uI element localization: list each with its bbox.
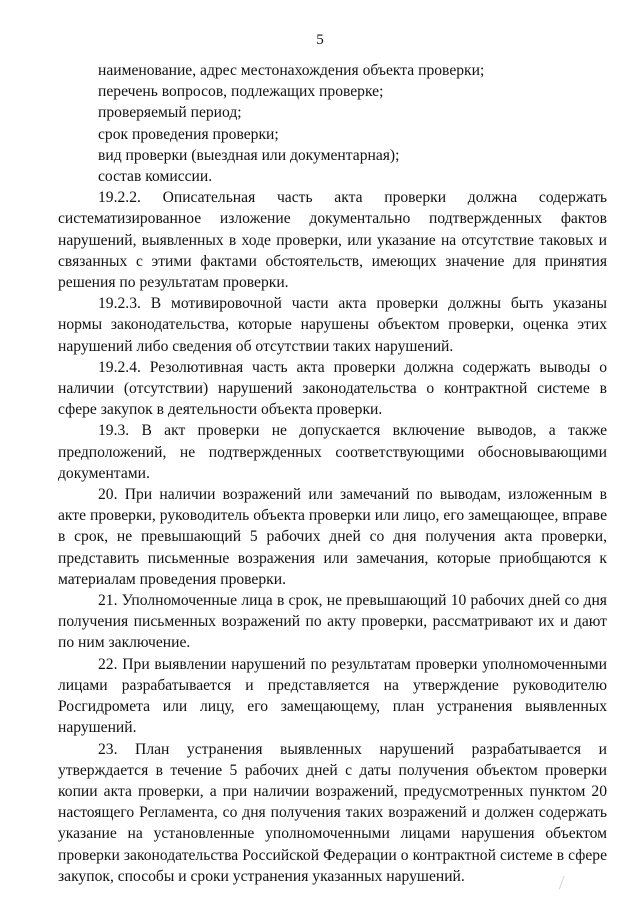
page-number: 5	[316, 32, 324, 48]
paragraph-20: 20. При наличии возражений или замечаний по выводам, изложенным в акте проверки, руководитель объекта проверки или лицо, его замещающее, вправе в срок, не превышающий 5 рабочих дней со дня получения акта проверки, представить письменные возражения или замечания, которые приобщаются к материалам проведения проверки.	[58, 486, 607, 588]
list-item: наименование, адрес местонахождения объекта проверки;	[98, 62, 485, 79]
paragraph-19-3: 19.3. В акт проверки не допускается включение выводов, а также предположений, не подтвержденных соответствующими обосновывающими документами.	[58, 422, 607, 482]
paragraph-23: 23. План устранения выявленных нарушений разрабатывается и утверждается в течение 5 рабочих дней с даты получения объектом проверки копии акта проверки, а при наличии возражений, предусмотренных пунктом 20 настоящего Регламента, со дня получения таких возражений и должен содержать указание на установленные уполномоченными лицами нарушения объектом проверки законодательства Российской Федерации о контрактной системе в сфере закупок, способы и сроки устранения указанных нарушений.	[58, 740, 607, 885]
list-item: перечень вопросов, подлежащих проверке;	[98, 83, 384, 101]
list-item: состав комиссии.	[98, 168, 213, 186]
list-item: проверяемый период;	[98, 104, 242, 122]
paragraph-19-2-3: 19.2.3. В мотивировочной части акта проверки должны быть указаны нормы законодательства, которые нарушены объектом проверки, оценка этих нарушений либо сведения об отсутствии таких нарушений.	[58, 295, 607, 355]
paragraph-19-2-4: 19.2.4. Резолютивная часть акта проверки должна содержать выводы о наличии (отсутствии) нарушений законодательства о контрактной системе в сфере закупок в деятельности объекта проверки.	[58, 358, 607, 419]
list-item: вид проверки (выездная или документарная);	[98, 146, 400, 164]
document-body	[58, 60, 607, 887]
paragraph-21: 21. Уполномоченные лица в срок, не превышающий 10 рабочих дней со дня получения письменных возражений по акту проверки, рассматривают их и дают по ним заключение.	[58, 592, 607, 652]
paragraph-22: 22. При выявлении нарушений по результатам проверки уполномоченными лицами разрабатывается и представляется на утверждение руководителю Росгидромета или лицу, его замещающему, план устранения выявленных нарушений.	[58, 655, 607, 737]
list-item: срок проведения проверки;	[98, 125, 279, 143]
paragraph-19-2-2: 19.2.2. Описательная часть акта проверки должна содержать систематизированное изложение документально подтвержденных фактов нарушений, выявленных в ходе проверки, или указание на отсутствие таковых и связанных с этими фактами обстоятельств, имеющих значение для принятия решения по результатам проверки.	[58, 189, 607, 292]
